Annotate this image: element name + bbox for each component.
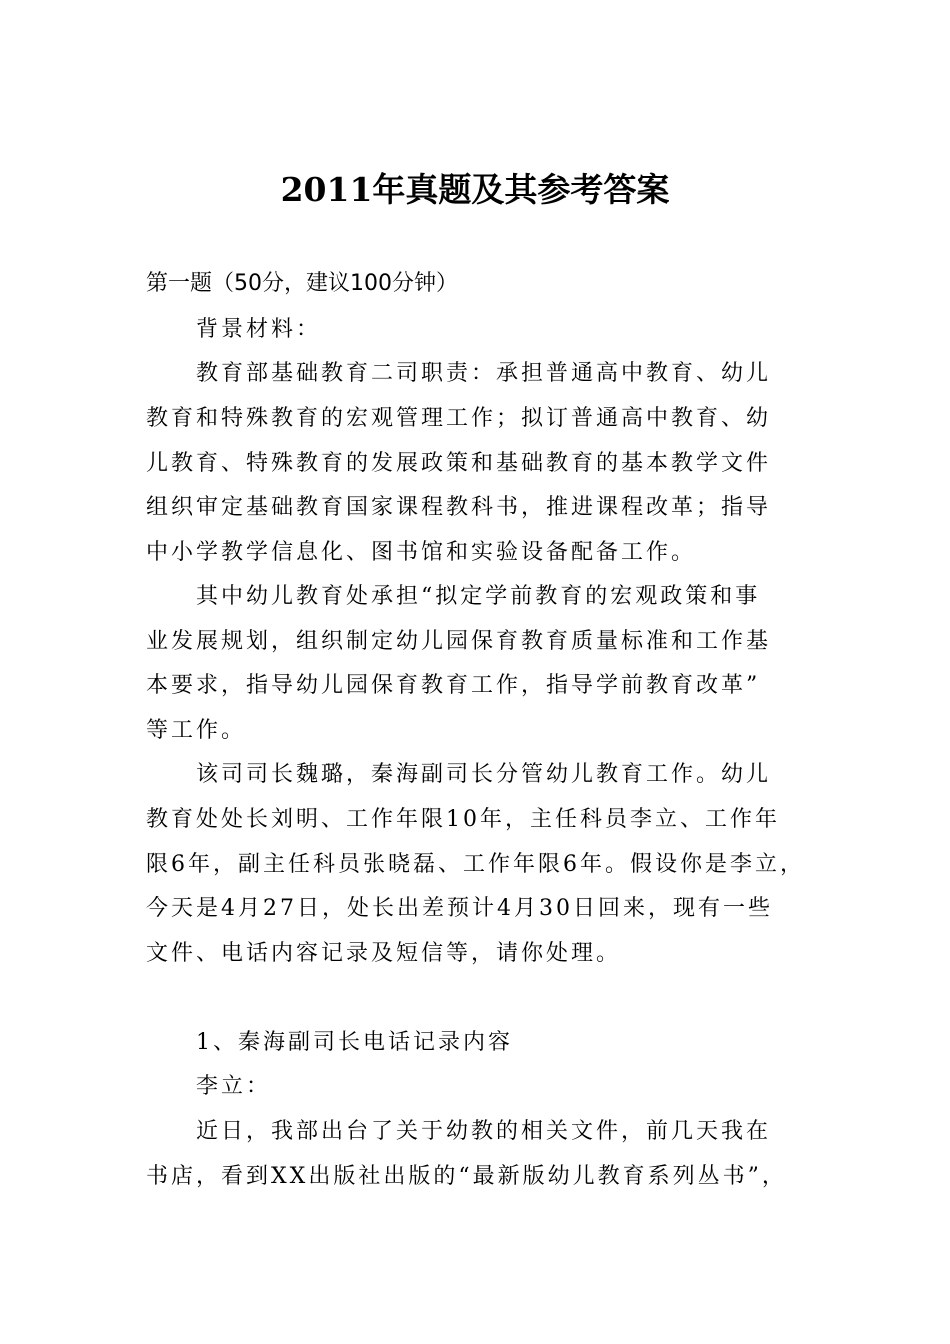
paragraph-line: 教育部基础教育二司职责：承担普通高中教育、幼儿 bbox=[196, 361, 772, 386]
paragraph-line: 等工作。 bbox=[146, 718, 247, 743]
paragraph-line: 其中幼儿教育处承担“拟定学前教育的宏观政策和事 bbox=[196, 584, 761, 609]
paragraph-line: 本要求，指导幼儿园保育教育工作，指导学前教育改革” bbox=[146, 673, 761, 698]
paragraph-line: 业发展规划，组织制定幼儿园保育教育质量标准和工作基 bbox=[146, 629, 772, 654]
paragraph-line: 李立： bbox=[196, 1074, 272, 1099]
paragraph-line: 组织审定基础教育国家课程教科书，推进课程改革；指导 bbox=[146, 495, 772, 520]
paragraph-line: 今天是4月27日，处长出差预计4月30日回来，现有一些 bbox=[146, 896, 773, 921]
paragraph-line: 教育和特殊教育的宏观管理工作；拟订普通高中教育、幼 bbox=[146, 406, 772, 431]
paragraph-line: 背景材料： bbox=[196, 317, 322, 342]
paragraph-line: 中小学教学信息化、图书馆和实验设备配备工作。 bbox=[146, 540, 697, 565]
paragraph-line: 教育处处长刘明、工作年限10年，主任科员李立、工作年 bbox=[146, 807, 780, 832]
paragraph-line: 近日，我部出台了关于幼教的相关文件，前几天我在 bbox=[196, 1119, 772, 1144]
paragraph-line: 该司司长魏璐，秦海副司长分管幼儿教育工作。幼儿 bbox=[196, 762, 772, 787]
paragraph-line: 文件、电话内容记录及短信等，请你处理。 bbox=[146, 941, 622, 966]
document-title: 2011年真题及其参考答案 bbox=[280, 170, 670, 209]
section-heading: 第一题（50分，建议100分钟） bbox=[146, 271, 458, 296]
paragraph-line: 1、秦海副司长电话记录内容 bbox=[196, 1030, 513, 1055]
paragraph-line: 限6年，副主任科员张晓磊、工作年限6年。假设你是李立， bbox=[146, 852, 805, 877]
paragraph-line: 书店，看到XX出版社出版的“最新版幼儿教育系列丛书”， bbox=[146, 1164, 787, 1189]
paragraph-line: 儿教育、特殊教育的发展政策和基础教育的基本教学文件 bbox=[146, 451, 772, 476]
